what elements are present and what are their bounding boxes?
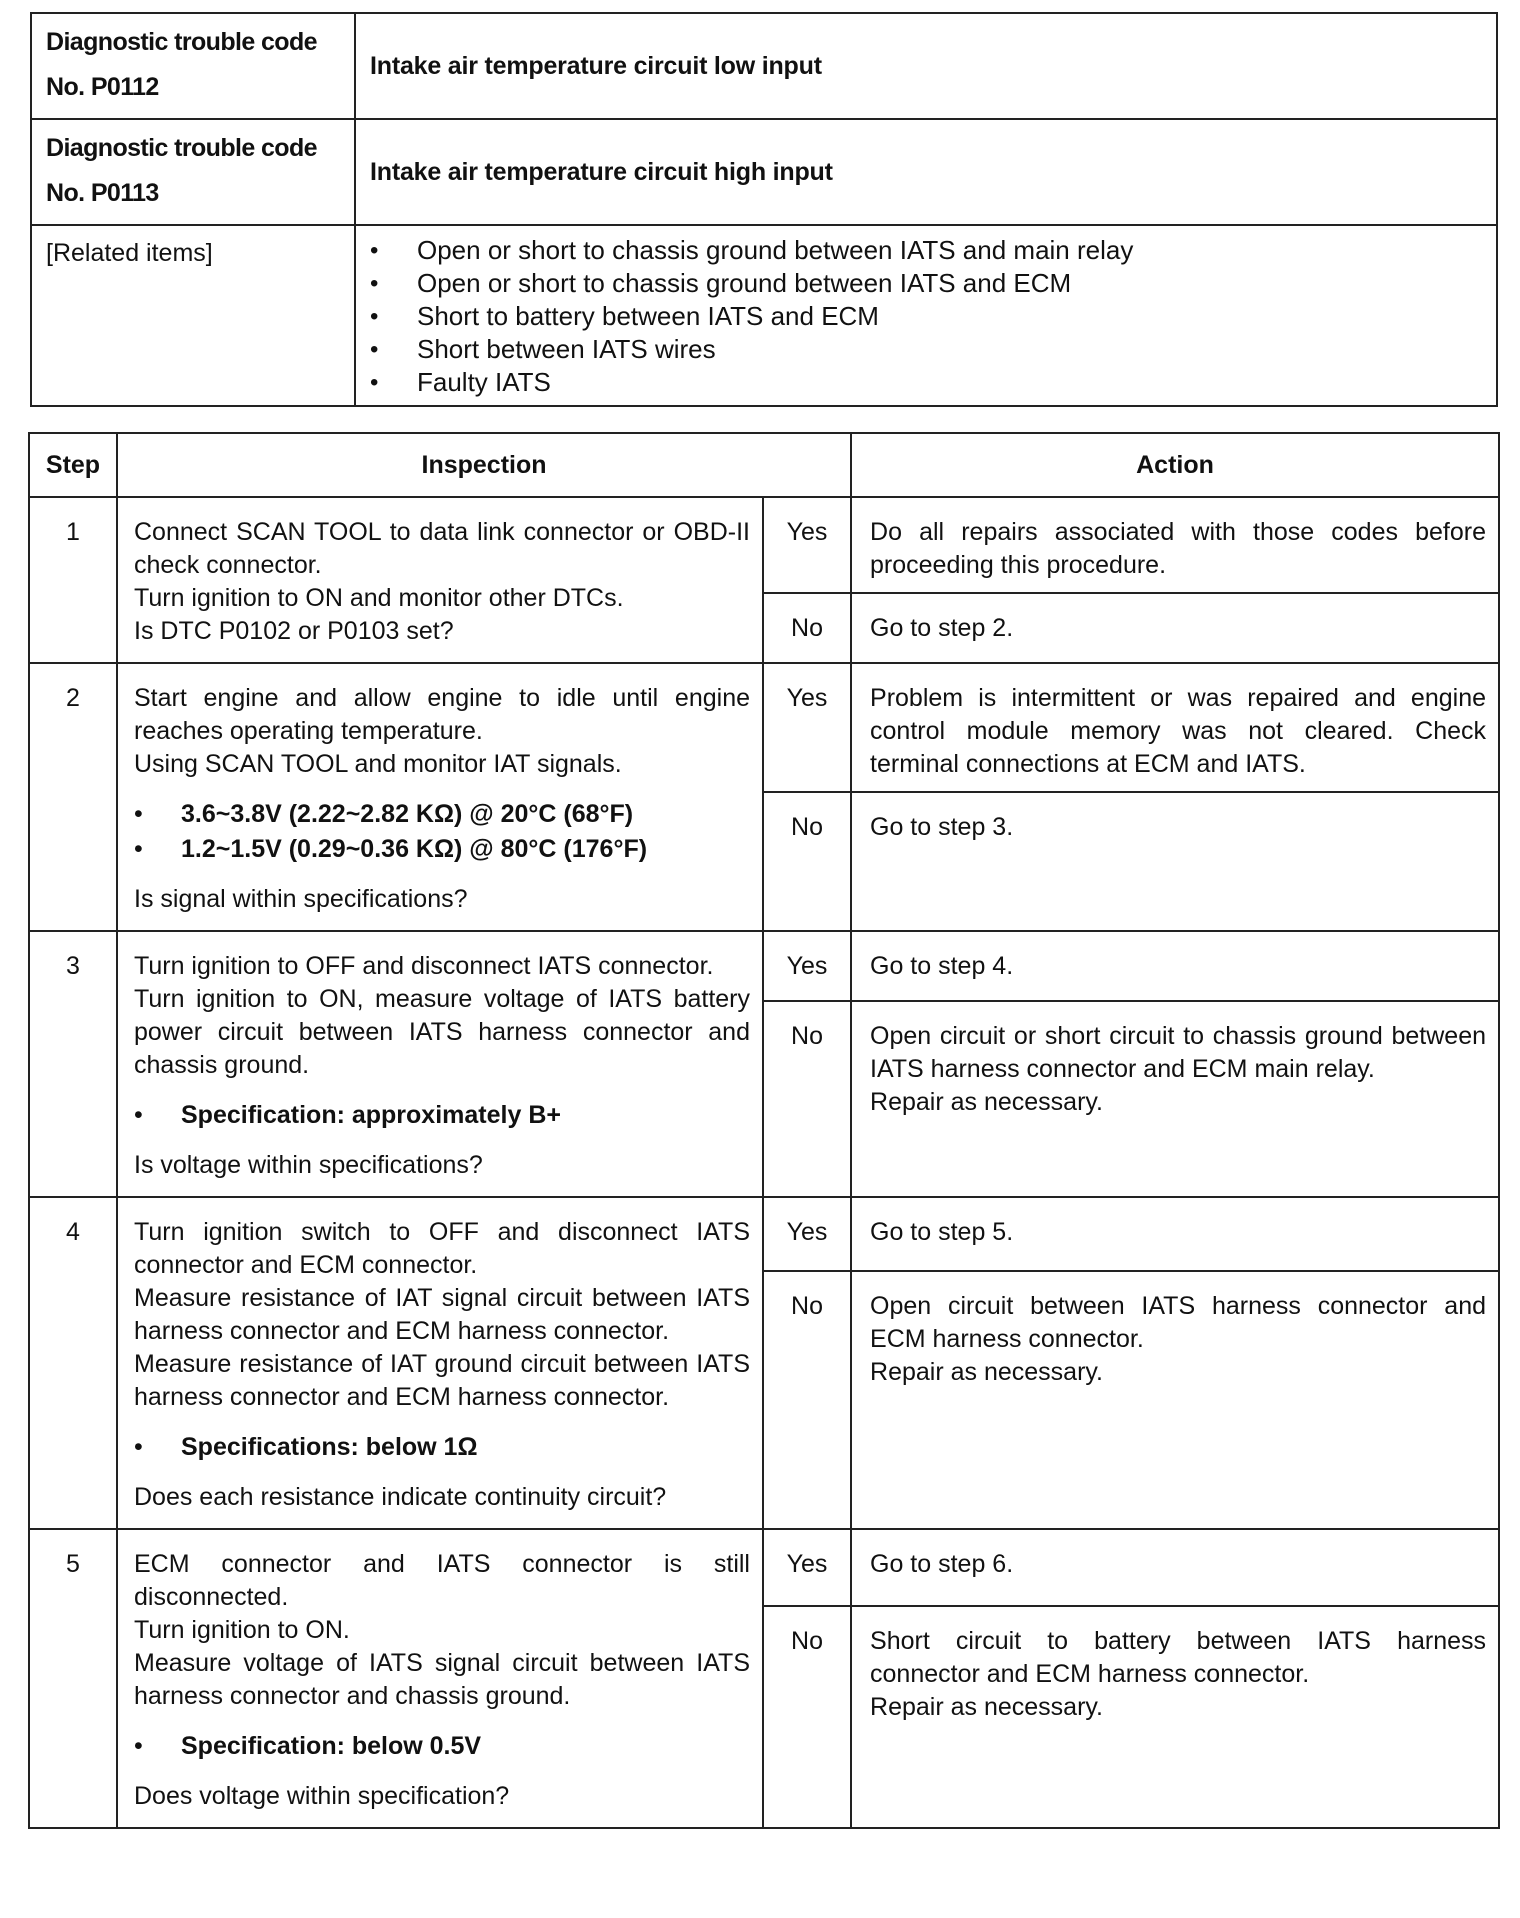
procedure-body [29, 497, 1499, 1828]
yes-label: Yes [763, 1529, 851, 1606]
dtc-description: Intake air temperature circuit low input [355, 13, 1497, 119]
related-items-list [370, 234, 1482, 399]
action-text: Go to step 3. [870, 813, 1014, 841]
step-inspection [117, 497, 763, 663]
yes-label: Yes [763, 663, 851, 792]
spec-item: • Specification: approximately B+ [134, 1098, 750, 1133]
inspection-question: Does voltage within specification? [134, 1782, 510, 1810]
dtc-label-cell [31, 119, 355, 225]
yes-action [851, 663, 1499, 792]
procedure-table [28, 432, 1500, 1829]
step-inspection [117, 1529, 763, 1828]
dtc-row [31, 119, 1497, 225]
no-label: No [763, 792, 851, 931]
no-action [851, 1606, 1499, 1828]
action-text: Open circuit between IATS harness connector and ECM harness connector. [870, 1292, 1487, 1353]
no-label: No [763, 1606, 851, 1828]
step-row [29, 931, 1499, 1001]
related-item: • Open or short to chassis ground between IATS and ECM [370, 267, 1482, 300]
procedure-header-row [29, 433, 1499, 497]
step-inspection [117, 931, 763, 1197]
dtc-label: Diagnostic trouble code [46, 28, 317, 56]
step-number: 4 [29, 1197, 117, 1529]
spec-item: • Specification: below 0.5V [134, 1729, 750, 1764]
spec-item: • 1.2~1.5V (0.29~0.36 KΩ) @ 80°C (176°F) [134, 832, 750, 867]
inspection-text: Measure voltage of IATS signal circuit between IATS harness connector and chassis ground. [134, 1649, 750, 1710]
related-items-label: [Related items] [31, 225, 355, 406]
inspection-text: Is DTC P0102 or P0103 set? [134, 617, 454, 645]
inspection-text: Using SCAN TOOL and monitor IAT signals. [134, 750, 622, 778]
inspection-text: Measure resistance of IAT ground circuit between IATS harness connector and ECM harness connector. [134, 1350, 750, 1411]
action-text: Repair as necessary. [870, 1088, 1103, 1116]
yes-action [851, 1529, 1499, 1606]
inspection-text: Turn ignition switch to OFF and disconnect IATS connector and ECM connector. [134, 1218, 750, 1279]
inspection-text: Turn ignition to ON and monitor other DTCs. [134, 584, 624, 612]
related-item: • Faulty IATS [370, 366, 1482, 399]
inspection-question: Is signal within specifications? [134, 885, 468, 913]
action-header: Action [851, 433, 1499, 497]
inspection-text: Start engine and allow engine to idle until engine reaches operating temperature. [134, 684, 750, 745]
inspection-question: Is voltage within specifications? [134, 1151, 483, 1179]
step-inspection [117, 1197, 763, 1529]
yes-label: Yes [763, 497, 851, 593]
spec-item: • Specifications: below 1Ω [134, 1430, 750, 1465]
dtc-info-table [30, 12, 1498, 407]
yes-action [851, 931, 1499, 1001]
step-number: 1 [29, 497, 117, 663]
step-number: 3 [29, 931, 117, 1197]
inspection-header: Inspection [117, 433, 851, 497]
no-label: No [763, 593, 851, 663]
step-row [29, 497, 1499, 593]
no-label: No [763, 1001, 851, 1197]
yes-label: Yes [763, 1197, 851, 1271]
inspection-question: Does each resistance indicate continuity circuit? [134, 1483, 667, 1511]
dtc-row [31, 13, 1497, 119]
action-text: Do all repairs associated with those codes before proceeding this procedure. [870, 518, 1487, 579]
spec-list [134, 1729, 750, 1764]
related-item: • Short to battery between IATS and ECM [370, 300, 1482, 333]
dtc-label: Diagnostic trouble code [46, 134, 317, 162]
step-header: Step [29, 433, 117, 497]
dtc-description: Intake air temperature circuit high input [355, 119, 1497, 225]
dtc-code: No. P0113 [46, 179, 159, 207]
no-action [851, 1001, 1499, 1197]
spec-list [134, 797, 750, 867]
spec-item: • 3.6~3.8V (2.22~2.82 KΩ) @ 20°C (68°F) [134, 797, 750, 832]
inspection-text: Measure resistance of IAT signal circuit between IATS harness connector and ECM harness connector. [134, 1284, 750, 1345]
yes-action [851, 1197, 1499, 1271]
inspection-text: Turn ignition to OFF and disconnect IATS connector. [134, 952, 714, 980]
action-text: Go to step 4. [870, 952, 1014, 980]
action-text: Go to step 5. [870, 1218, 1014, 1246]
step-row [29, 663, 1499, 792]
inspection-text: Turn ignition to ON. [134, 1616, 350, 1644]
inspection-text: Turn ignition to ON, measure voltage of IATS battery power circuit between IATS harness connector and chassis ground. [134, 985, 750, 1079]
step-row [29, 1529, 1499, 1606]
no-label: No [763, 1271, 851, 1529]
step-number: 2 [29, 663, 117, 931]
yes-action [851, 497, 1499, 593]
action-text: Open circuit or short circuit to chassis ground between IATS harness connector and ECM main relay. [870, 1022, 1487, 1083]
spec-list [134, 1430, 750, 1465]
related-items-cell [355, 225, 1497, 406]
dtc-label-cell [31, 13, 355, 119]
related-item: • Open or short to chassis ground between IATS and main relay [370, 234, 1482, 267]
step-number: 5 [29, 1529, 117, 1828]
action-text: Repair as necessary. [870, 1693, 1103, 1721]
action-text: Problem is intermittent or was repaired and engine control module memory was not cleared. Check terminal connections at ECM and IATS. [870, 684, 1487, 778]
action-text: Short circuit to battery between IATS harness connector and ECM harness connector. [870, 1627, 1487, 1688]
related-item: • Short between IATS wires [370, 333, 1482, 366]
no-action [851, 792, 1499, 931]
spec-list [134, 1098, 750, 1133]
no-action [851, 593, 1499, 663]
inspection-text: ECM connector and IATS connector is still disconnected. [134, 1550, 750, 1611]
step-inspection [117, 663, 763, 931]
yes-label: Yes [763, 931, 851, 1001]
inspection-text: Connect SCAN TOOL to data link connector or OBD-II check connector. [134, 518, 750, 579]
no-action [851, 1271, 1499, 1529]
action-text: Go to step 2. [870, 614, 1014, 642]
action-text: Go to step 6. [870, 1550, 1014, 1578]
action-text: Repair as necessary. [870, 1358, 1103, 1386]
dtc-code: No. P0112 [46, 73, 159, 101]
step-row [29, 1197, 1499, 1271]
related-items-row [31, 225, 1497, 406]
